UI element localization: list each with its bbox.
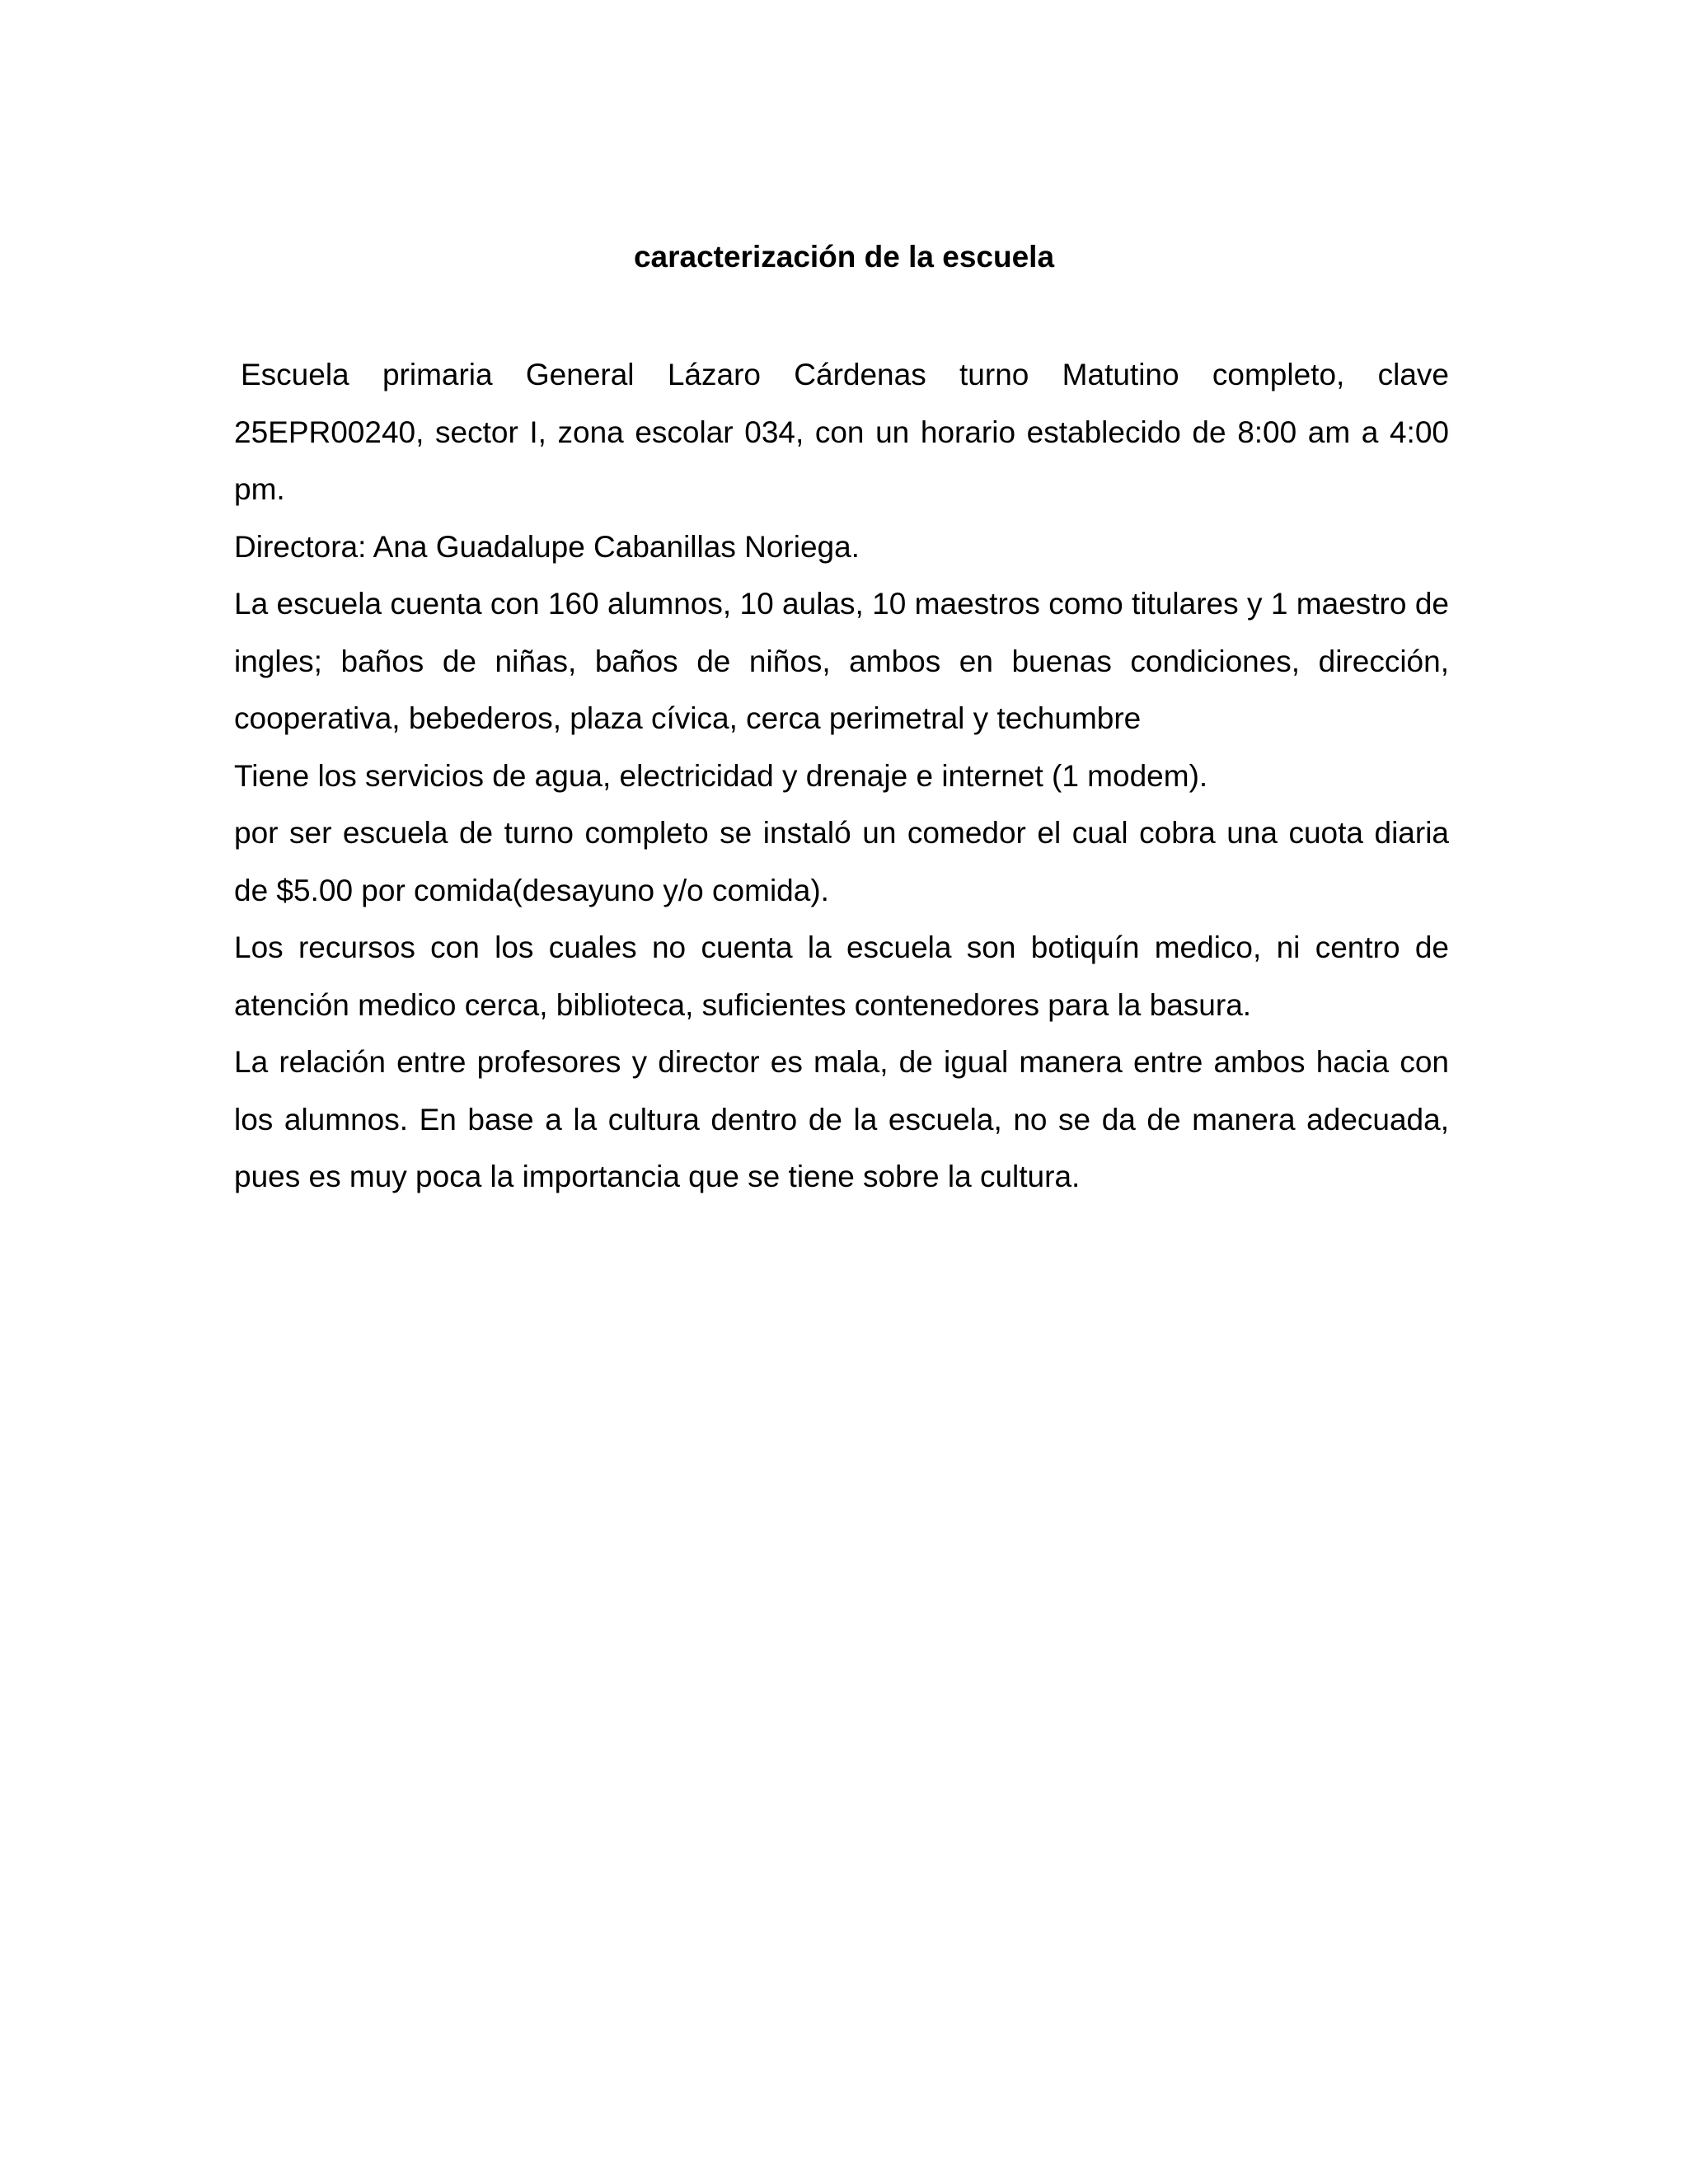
- document-body: [234, 346, 1449, 1206]
- paragraph-dining: por ser escuela de turno completo se instaló un comedor el cual cobra una cuota diaria de $5.00 por comida(desayuno y/o comida).: [234, 816, 1449, 907]
- paragraph-school-info: Escuela primaria General Lázaro Cárdenas turno Matutino completo, clave 25EPR00240, sector I, zona escolar 034, con un horario establecido de 8:00 am a 4:00 pm.: [234, 358, 1449, 506]
- paragraph-missing-resources: Los recursos con los cuales no cuenta la escuela son botiquín medico, ni centro de atención medico cerca, biblioteca, suficientes contenedores para la basura.: [234, 930, 1449, 1022]
- document-title: caracterización de la escuela: [633, 240, 1055, 274]
- paragraph-director: Directora: Ana Guadalupe Cabanillas Noriega.: [234, 529, 860, 564]
- paragraph-facilities: La escuela cuenta con 160 alumnos, 10 aulas, 10 maestros como titulares y 1 maestro de ingles; baños de niñas, baños de niños, ambos en buenas condiciones, dirección, cooperativa, bebederos, plaza cívica, cerca perimetral y techumbre: [234, 587, 1449, 735]
- paragraph-services: Tiene los servicios de agua, electricidad y drenaje e internet (1 modem).: [234, 758, 1208, 793]
- paragraph-relations: La relación entre profesores y director es mala, de igual manera entre ambos hacia con los alumnos. En base a la cultura dentro de la escuela, no se da de manera adecuada, pues es muy poca la importancia que se tiene sobre la cultura.: [234, 1045, 1449, 1193]
